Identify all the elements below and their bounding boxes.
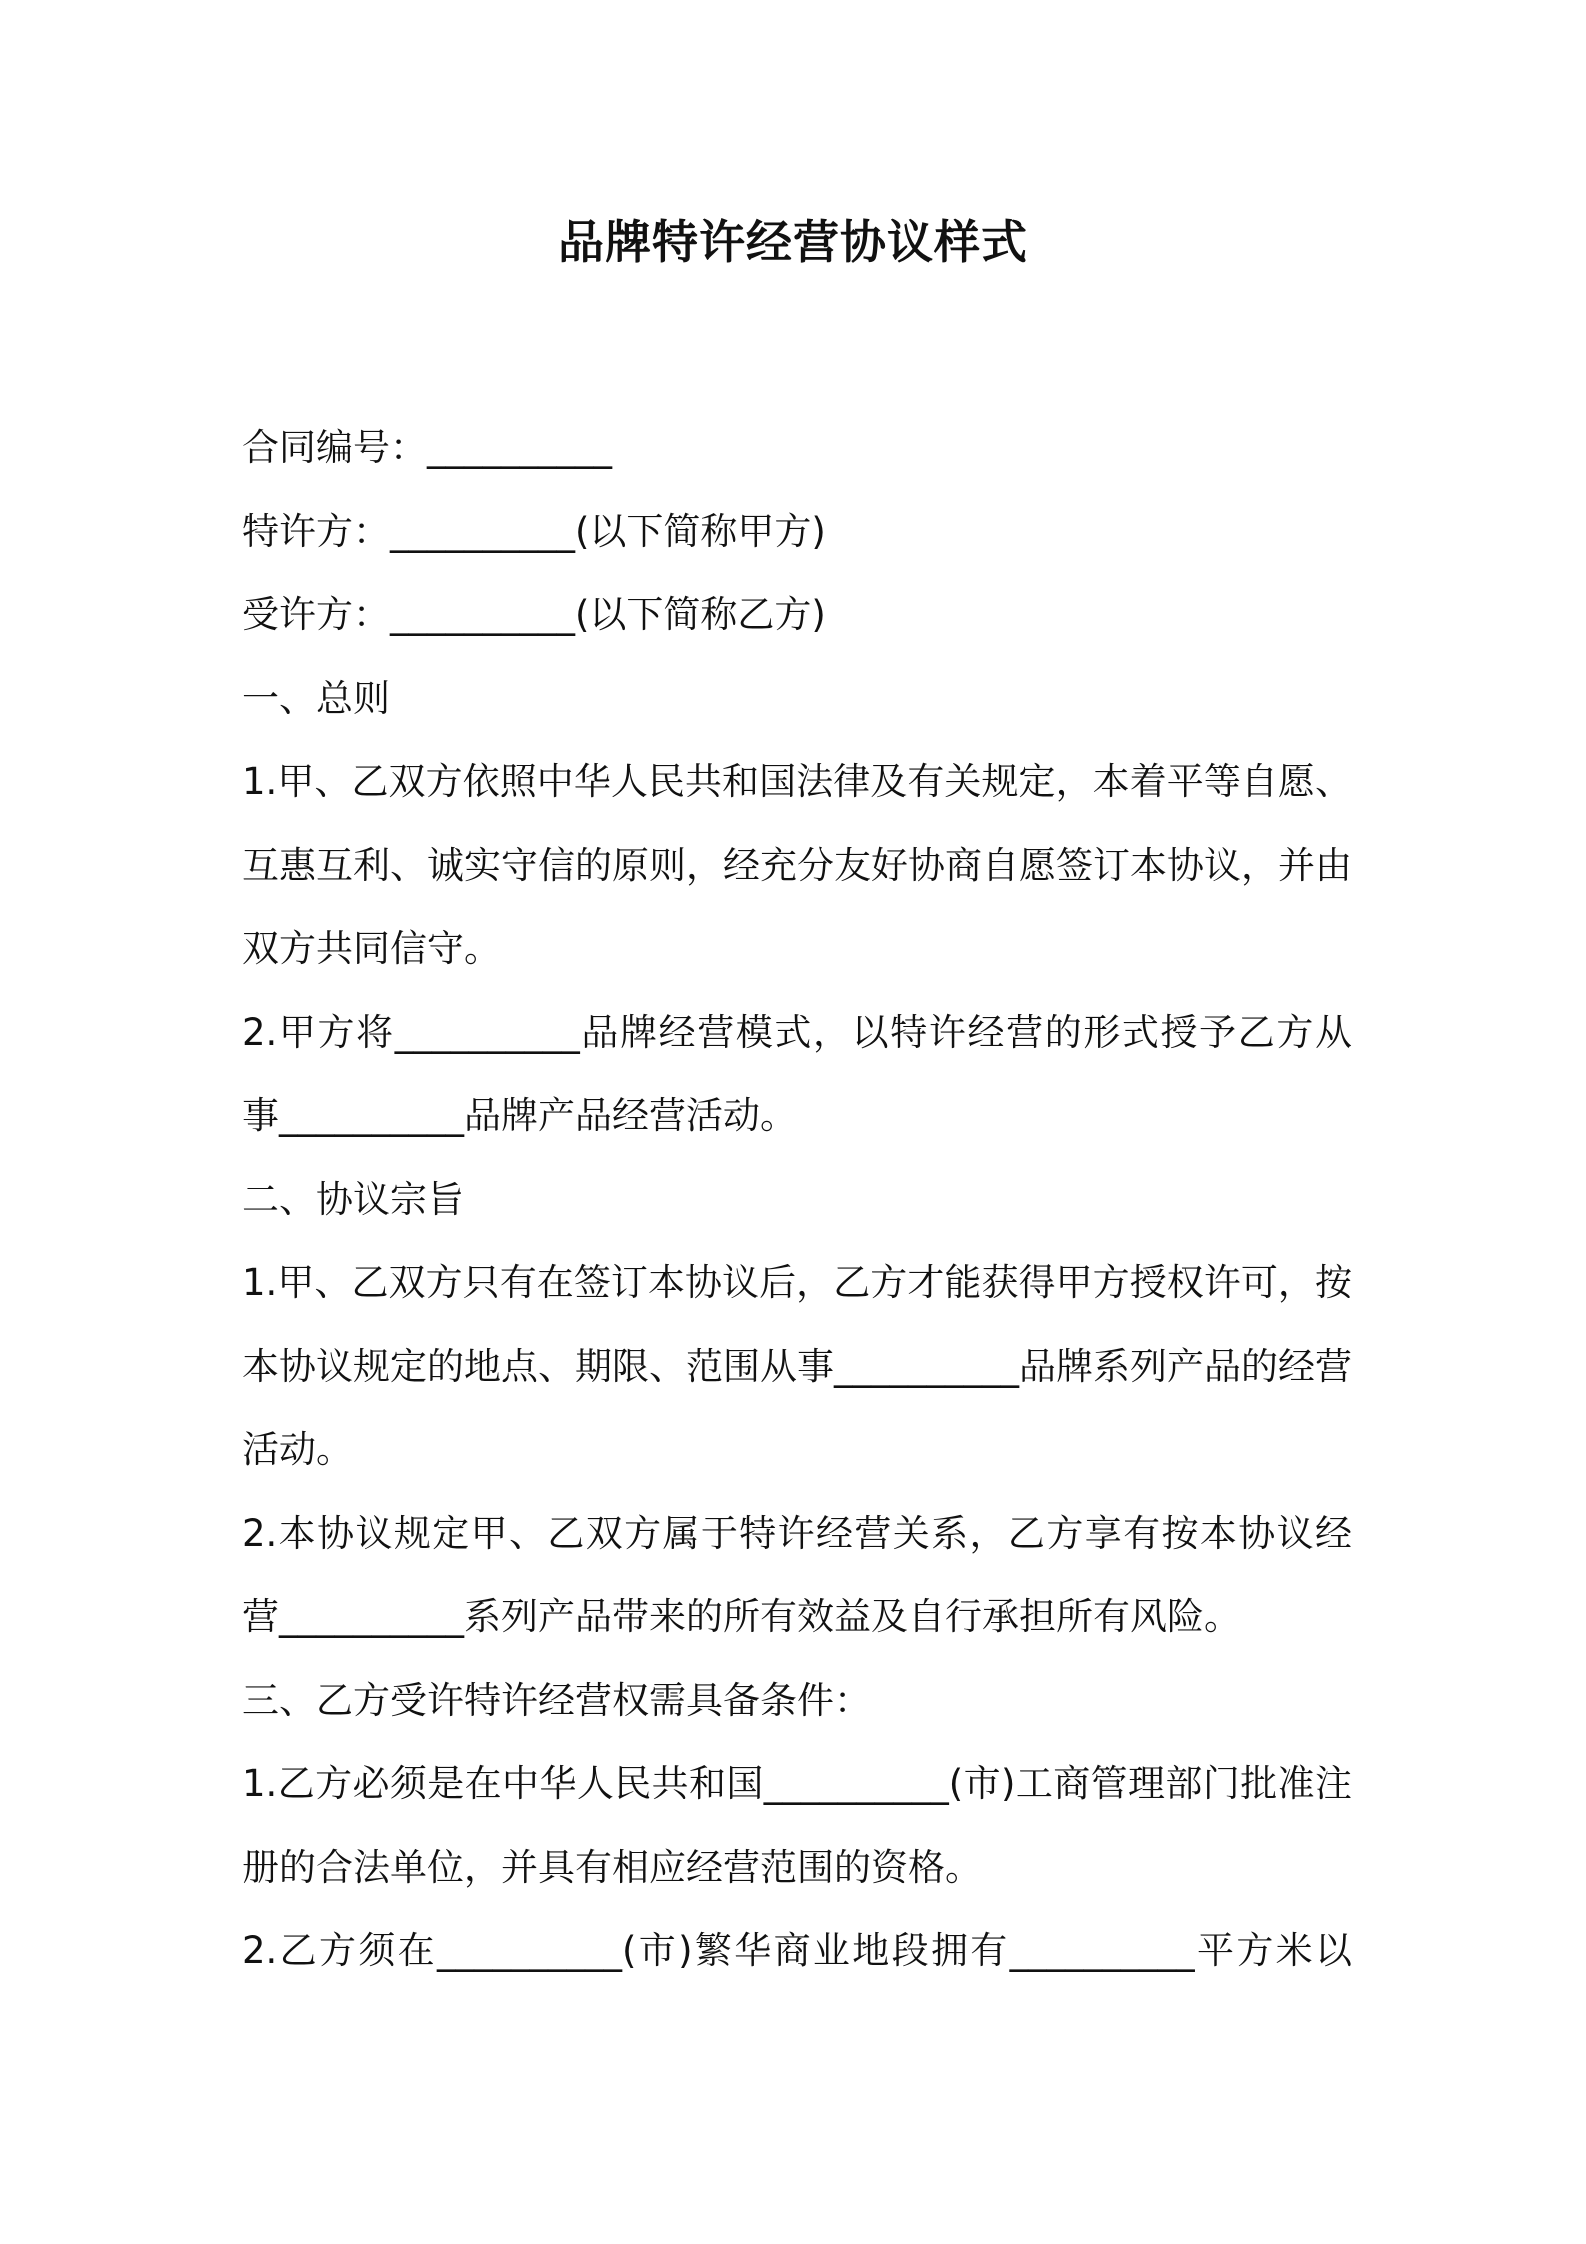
paragraph-line: 互惠互利、诚实守信的原则，经充分友好协商自愿签订本协议，并由 <box>242 843 1352 887</box>
section-heading-general: 一、总则 <box>242 676 390 720</box>
franchisor-line: 特许方：__________(以下简称甲方) <box>242 509 826 553</box>
paragraph-line: 1.乙方必须是在中华人民共和国__________(市)工商管理部门批准注 <box>242 1762 1352 1805</box>
franchisee-line: 受许方：__________(以下简称乙方) <box>242 593 826 636</box>
paragraph-line: 2.乙方须在__________(市)繁华商业地段拥有__________平方米以 <box>242 1929 1352 1972</box>
section-heading-conditions: 三、乙方受许特许经营权需具备条件： <box>242 1678 871 1722</box>
paragraph-line: 本协议规定的地点、期限、范围从事__________品牌系列产品的经营 <box>242 1344 1352 1388</box>
paragraph-line: 双方共同信守。 <box>242 927 501 970</box>
paragraph-line: 事__________品牌产品经营活动。 <box>242 1094 797 1137</box>
paragraph-line: 1.甲、乙双方依照中华人民共和国法律及有关规定，本着平等自愿、 <box>242 760 1352 803</box>
section-heading-purpose: 二、协议宗旨 <box>242 1177 464 1221</box>
paragraph-line: 活动。 <box>242 1428 353 1471</box>
paragraph-line: 册的合法单位，并具有相应经营范围的资格。 <box>242 1845 982 1889</box>
contract-number-line: 合同编号：__________ <box>242 426 612 469</box>
paragraph-line: 2.甲方将__________品牌经营模式，以特许经营的形式授予乙方从 <box>242 1010 1352 1054</box>
document-title: 品牌特许经营协议样式 <box>558 215 1028 269</box>
paragraph-line: 营__________系列产品带来的所有效益及自行承担所有风险。 <box>242 1595 1241 1638</box>
document-body <box>242 406 1352 1993</box>
paragraph-line: 2.本协议规定甲、乙双方属于特许经营关系，乙方享有按本协议经 <box>242 1511 1352 1555</box>
paragraph-line: 1.甲、乙双方只有在签订本协议后，乙方才能获得甲方授权许可，按 <box>242 1261 1352 1304</box>
